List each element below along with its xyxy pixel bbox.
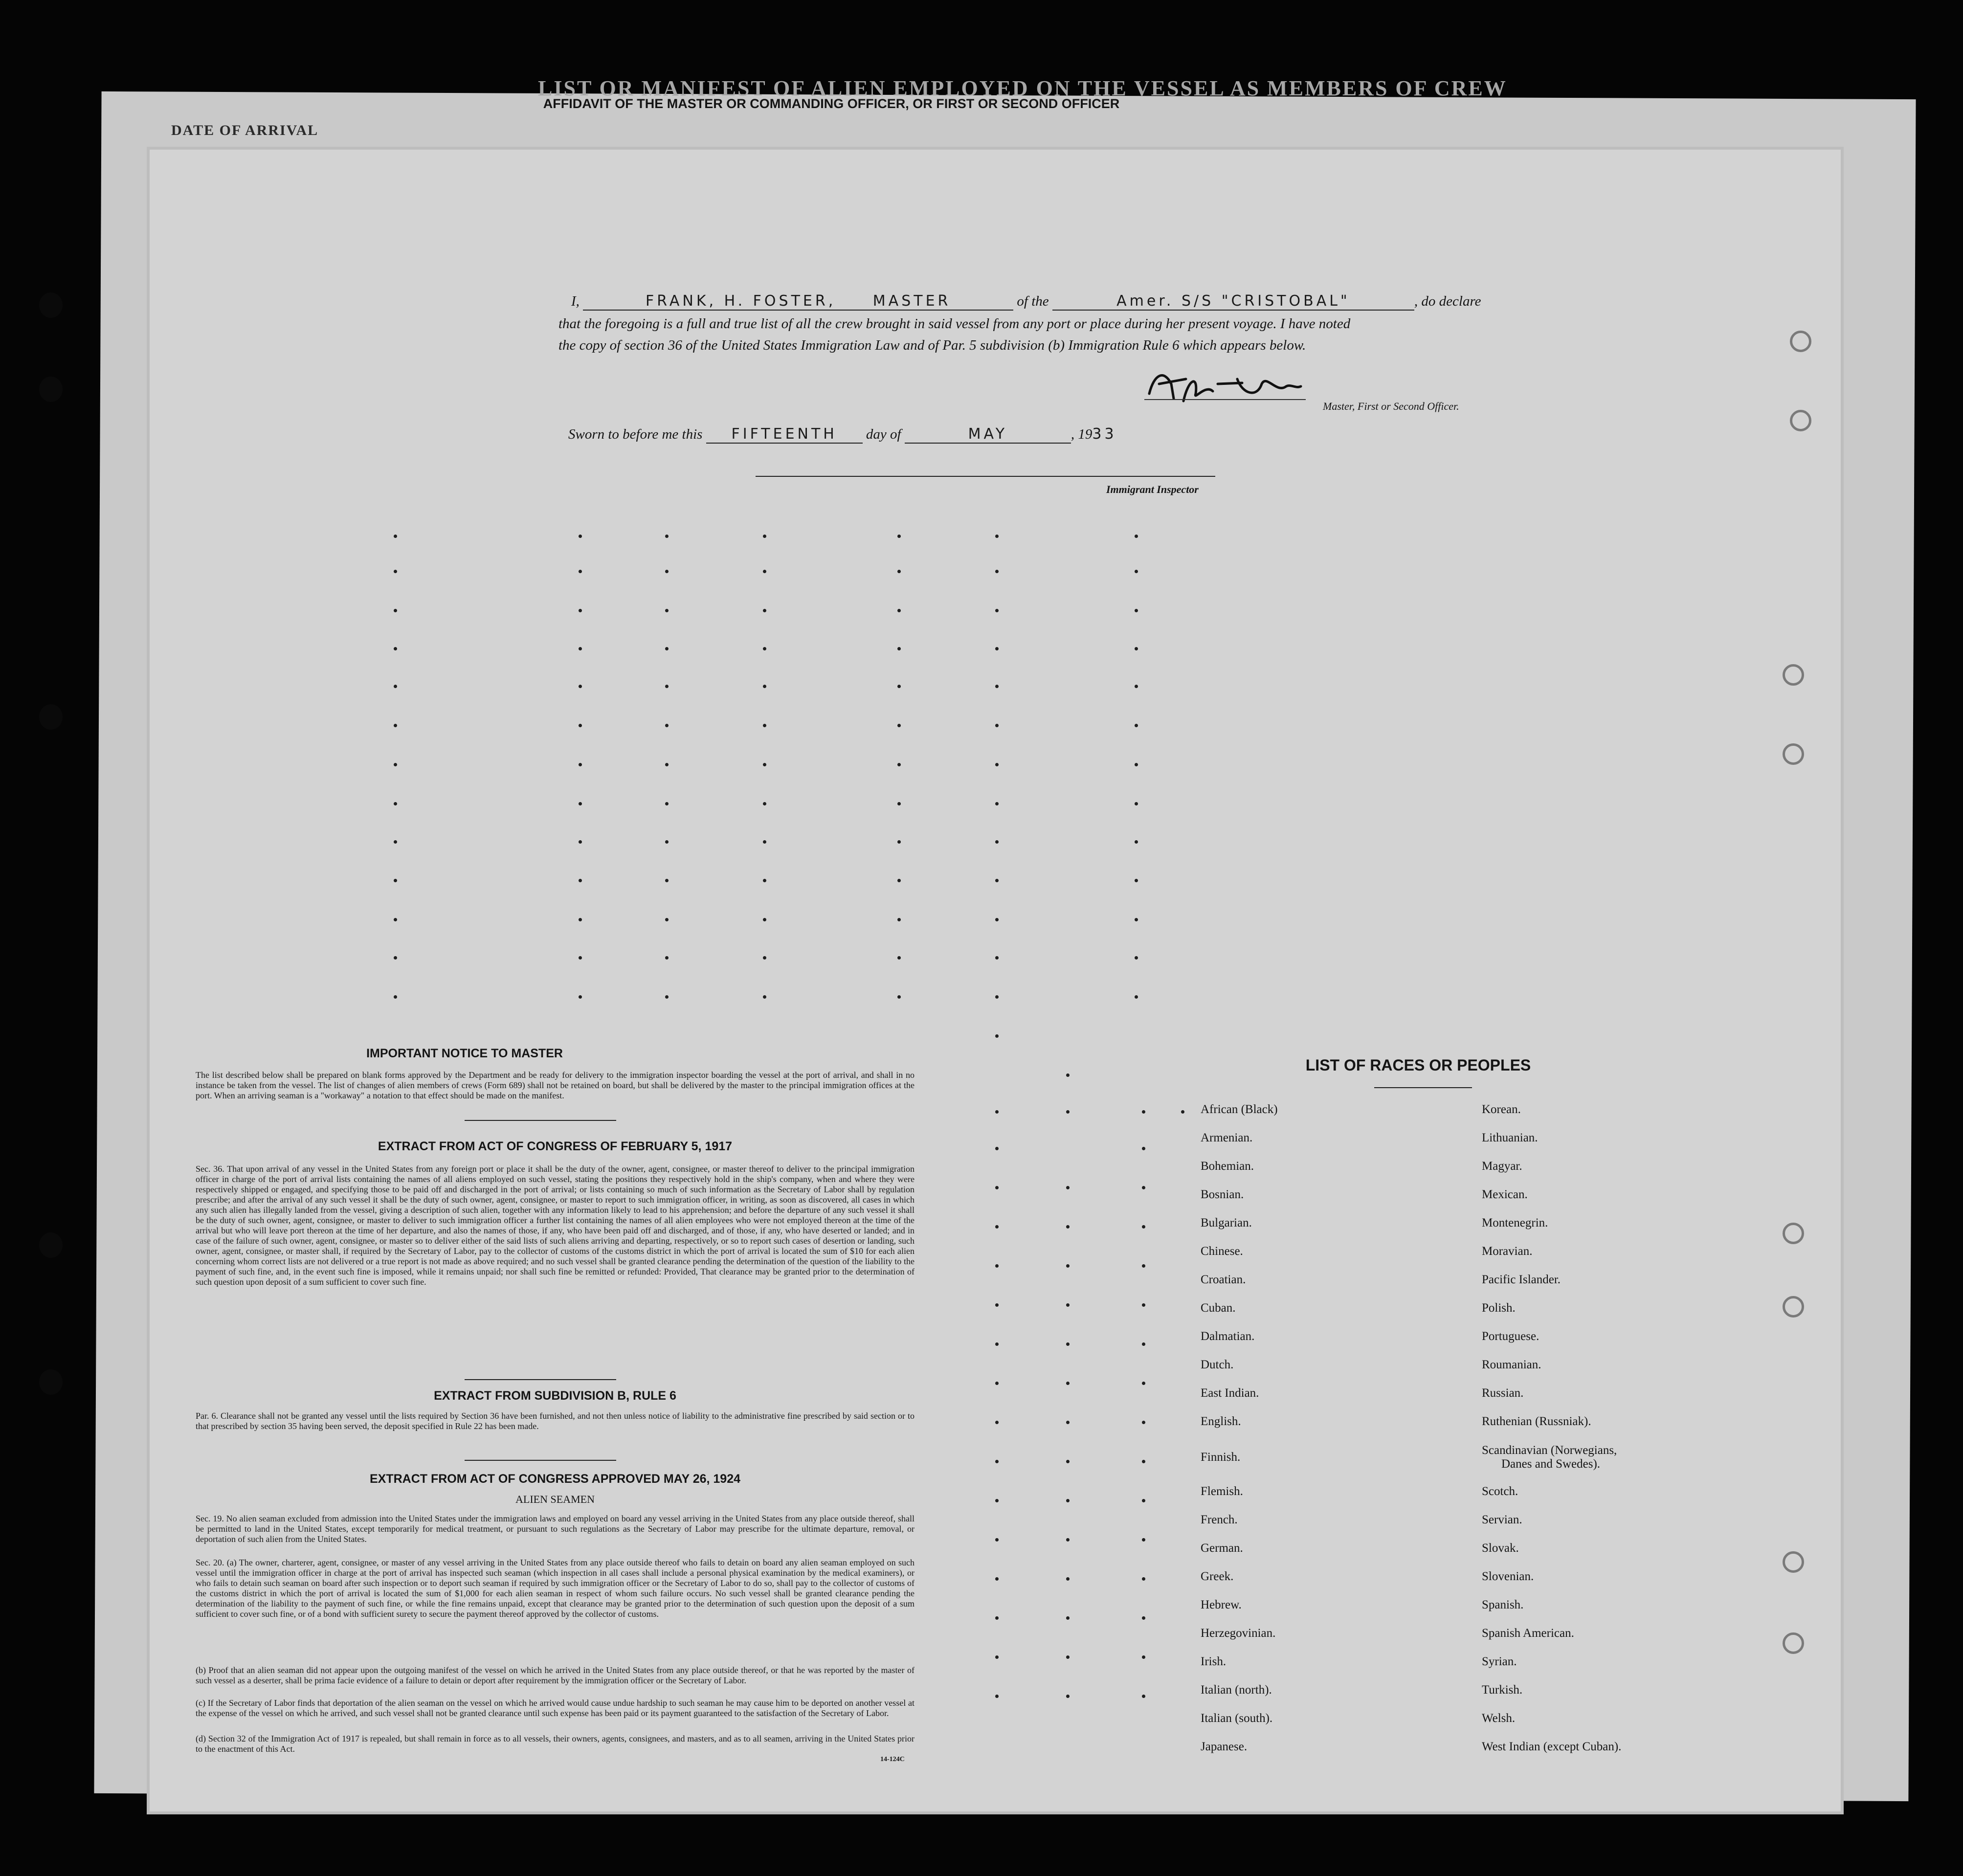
race-item: Chinese. (1201, 1245, 1243, 1258)
race-item: Turkish. (1482, 1683, 1523, 1697)
affidavit-line-2: that the foregoing is a full and true list of all the crew brought in said vessel from any port or place during her present voyage. I have noted (558, 316, 1351, 332)
binder-ring (1790, 331, 1811, 352)
race-item: Magyar. (1482, 1160, 1522, 1173)
races-title: LIST OF RACES OR PEOPLES (1305, 1056, 1531, 1074)
extract-rule6-text: Par. 6. Clearance shall not be granted any vessel until the lists required by Section 36 have been furnished, and not then unless notice of liability to the administrative fine prescribed by said section or to that prescribed by section 35 having been served, the deposit specified in Rule 22 has been made. (196, 1411, 915, 1431)
signature-caption: Master, First or Second Officer. (1323, 400, 1459, 412)
punch-hole (39, 1232, 63, 1258)
race-item: Spanish American. (1482, 1627, 1574, 1640)
race-item: Croatian. (1201, 1273, 1246, 1286)
extract-1924-sec20: Sec. 20. (a) The owner, charterer, agent, consignee, or master of any vessel arriving in the United States from any place outside thereof who fails to detain on board any alien seaman employed on such vessel until the immigration officer in charge at the port of arrival has inspected such seaman (which inspection in all cases shall include a personal physical examination by the medical examiners), or who fails to detain such seaman on board after such inspection or to deport such seaman if required by such immigration officer or the Secretary of Labor to do so, shall pay to the collector of customs of the customs district in which the port of arrival is located the sum of $1,000 for each alien seaman in respect of whom such failure occurs. No such vessel shall be granted clearance pending the determination of the liability to the payment of such fine, or while the fine remains unpaid, except that clearance may be granted prior to the determination of such question upon the deposit of a sum sufficient to cover such fine, or of a bond with sufficient surety to secure the payment thereof approved by the collector of customs. (196, 1558, 915, 1619)
master-name (583, 292, 1013, 311)
binder-ring (1790, 410, 1811, 431)
race-item: Danes and Swedes). (1501, 1457, 1601, 1471)
extract-1924-subtitle: ALIEN SEAMEN (515, 1493, 595, 1505)
binder-ring (1783, 664, 1804, 686)
binder-ring (1783, 1223, 1804, 1244)
extract-1924-sec19: Sec. 19. No alien seaman excluded from admission into the United States under the immigration laws and employed on board any vessel arriving in the United States from any place outside thereof, shall be permitted to land in the United States, except temporarily for medical treatment, or pursuant to such regulations as the Secretary of Labor may prescribe for the ultimate departure, removal, or deportation of such alien from the United States. (196, 1514, 915, 1544)
punch-hole (39, 377, 63, 402)
sworn-month: MAY (905, 425, 1071, 444)
extract-1924-title: EXTRACT FROM ACT OF CONGRESS APPROVED MAY 26, 1924 (369, 1472, 741, 1486)
race-item: East Indian. (1201, 1386, 1259, 1400)
binder-ring (1783, 743, 1804, 765)
race-item: African (Black) (1201, 1103, 1278, 1116)
race-item: Bosnian. (1201, 1188, 1244, 1201)
race-item: Irish. (1201, 1655, 1227, 1668)
do-declare-label: , do declare (1414, 293, 1481, 309)
affidavit-line-1 (571, 292, 1481, 311)
race-item: English. (1201, 1415, 1241, 1428)
race-item: Dutch. (1201, 1358, 1234, 1371)
race-item: Flemish. (1201, 1485, 1243, 1498)
divider (465, 1460, 616, 1461)
binder-ring (1783, 1296, 1804, 1318)
year-suffix: 33 (1092, 425, 1117, 443)
race-item: German. (1201, 1541, 1243, 1555)
race-item: Pacific Islander. (1482, 1273, 1561, 1286)
extract-rule6-title: EXTRACT FROM SUBDIVISION B, RULE 6 (434, 1389, 676, 1403)
race-item: Finnish. (1201, 1451, 1241, 1464)
extract-1924-b: (b) Proof that an alien seaman did not appear upon the outgoing manifest of the vessel on which he arrived in the United States from any place outside thereof, or that he was reported by the master of such vessel as a deserter, shall be prima facie evidence of a failure to detain or deport after requirement by the immigration officer or the Secretary of Labor. (196, 1665, 915, 1685)
punch-hole (39, 1369, 63, 1395)
race-item: Italian (south). (1201, 1712, 1273, 1725)
bleed-through-title: LIST OR MANIFEST OF ALIEN EMPLOYED ON THE VESSEL AS MEMBERS OF CREW (538, 76, 1507, 100)
race-item: Herzegovinian. (1201, 1627, 1276, 1640)
race-item: Bohemian. (1201, 1160, 1254, 1173)
year-prefix: , 19 (1071, 426, 1093, 442)
inspector-signature-line (756, 476, 1215, 477)
extract-1917-title: EXTRACT FROM ACT OF CONGRESS OF FEBRUARY 5, 1917 (378, 1139, 733, 1153)
extract-1917-text: Sec. 36. That upon arrival of any vessel in the United States from any foreign port or place it shall be the duty of the owner, agent, consignee, or master thereof to deliver to the principal immigration officer in charge of the port of arrival lists containing the names of all aliens employed on such vessel, stating the positions they respectively hold in the ship's company, when and where they were respectively shipped or engaged, and specifying those to be paid off and discharged in the port of arrival; or lists containing so much of such information as the Secretary of Labor shall by regulation prescribe; and after the arrival of any such vessel it shall be the duty of such owner, agent, consignee, or master to report to such immigration officer, in writing, as soon as discovered, all cases in which any such alien has illegally landed from the vessel, giving a description of such alien, together with any information likely to lead to his apprehension; and before the departure of any such vessel it shall be the duty of such owner, agent, consignee, or master to deliver to such immigration officer a further list containing the names of all alien employees who were not employed thereon at the time of the arrival but who will leave port thereon at the time of her departure, and also the names of those, if any, who have been paid off and discharged, and of those, if any, who have deserted or landed; and in case of the failure of such owner, agent, consignee, or master so to deliver either of the said lists of such aliens arriving and departing, respectively, or so to report such cases of desertion or landing, such owner, agent, consignee, or master shall, if required by the Secretary of Labor, pay to the collector of customs of the customs district in which the port of arrival is located the sum of $10 for each alien concerning whom correct lists are not delivered or a true report is not made as above required; and no such vessel shall be granted clearance pending the determination of the question of the liability to the payment of such fine, and, in the event such fine is imposed, while it remains unpaid; nor shall such fine be remitted or refunded: Provided, That clearance may be granted prior to the determination of such question upon deposit of a sum sufficient to cover such fine. (196, 1164, 915, 1287)
race-item: Italian (north). (1201, 1683, 1272, 1697)
affidavit-title: AFFIDAVIT OF THE MASTER OR COMMANDING OFFICER, OR FIRST OR SECOND OFFICER (543, 96, 1120, 111)
inspector-caption: Immigrant Inspector (1106, 483, 1199, 495)
sworn-day: FIFTEENTH (706, 425, 863, 444)
divider (465, 1379, 616, 1380)
master-signature (1144, 364, 1306, 408)
race-item: Syrian. (1482, 1655, 1517, 1668)
race-item: French. (1201, 1513, 1238, 1526)
binder-ring (1783, 1632, 1804, 1654)
race-item: Moravian. (1482, 1245, 1533, 1258)
race-item: Polish. (1482, 1301, 1516, 1315)
race-item: Scotch. (1482, 1485, 1518, 1498)
race-item: Bulgarian. (1201, 1216, 1252, 1229)
divider (465, 1120, 616, 1121)
race-item: Russian. (1482, 1386, 1524, 1400)
sworn-line (568, 425, 1117, 444)
notice-text: The list described below shall be prepared on blank forms approved by the Department and be ready for delivery to the immigration inspector boarding the vessel at the port of arrival, and shall in no instance be taken from the vessel. The list of changes of alien members of crews (Form 689) shall not be retained on board, but shall be delivered by the master to the principal immigration offices at the port. When an arriving seaman is a "workaway" a notation to that effect should be made on the manifest. (196, 1070, 915, 1100)
race-item: Japanese. (1201, 1740, 1248, 1753)
master-rank: MASTER (872, 292, 951, 310)
race-item: Hebrew. (1201, 1598, 1242, 1611)
of-the-label: of the (1017, 293, 1049, 309)
race-item: Welsh. (1482, 1712, 1516, 1725)
form-number: 14-124C (880, 1756, 905, 1763)
extract-1924-d: (d) Section 32 of the Immigration Act of 1917 is repealed, but shall remain in force as to all vessels, their owners, agents, consignees, and masters, and as to all seamen, arriving in the United States prior to the enactment of this Act. (196, 1734, 915, 1754)
race-item: Spanish. (1482, 1598, 1524, 1611)
race-item: Slovak. (1482, 1541, 1519, 1555)
vessel-name: Amer. S/S "CRISTOBAL" (1052, 292, 1414, 311)
race-item: West Indian (except Cuban). (1482, 1740, 1622, 1753)
master-name-value: FRANK, H. FOSTER, (645, 292, 836, 310)
race-item: Montenegrin. (1482, 1216, 1548, 1229)
race-item: Dalmatian. (1201, 1330, 1255, 1343)
extract-1924-c: (c) If the Secretary of Labor finds that deportation of the alien seaman on the vessel on which he arrived would cause undue hardship to such seaman he may cause him to be deported on another vessel at the expense of the vessel on which he arrived, and such vessel shall not be granted clearance until such expense has been paid or its payment guaranteed to the satisfaction of the Secretary of Labor. (196, 1698, 915, 1718)
race-item: Portuguese. (1482, 1330, 1539, 1343)
notice-title: IMPORTANT NOTICE TO MASTER (366, 1047, 563, 1060)
race-item: Ruthenian (Russniak). (1482, 1415, 1591, 1428)
punch-hole (39, 292, 63, 318)
date-of-arrival-stamp: DATE OF ARRIVAL (171, 122, 319, 138)
races-title-underline (1374, 1087, 1472, 1088)
race-item: Lithuanian. (1482, 1131, 1538, 1144)
race-item: Cuban. (1201, 1301, 1236, 1315)
race-item: Scandinavian (Norwegians, (1482, 1444, 1617, 1457)
affidavit-prefix: I, (571, 293, 580, 309)
binder-ring (1783, 1551, 1804, 1573)
punch-hole (39, 704, 63, 730)
day-of-label: day of (866, 426, 901, 442)
race-item: Korean. (1482, 1103, 1521, 1116)
race-item: Servian. (1482, 1513, 1522, 1526)
race-item: Greek. (1201, 1570, 1234, 1583)
affidavit-line-3: the copy of section 36 of the United States Immigration Law and of Par. 5 subdivision (b) Immigration Rule 6 which appears below. (558, 337, 1306, 353)
race-item: Roumanian. (1482, 1358, 1541, 1371)
sworn-prefix: Sworn to before me this (568, 426, 703, 442)
race-item: Slovenian. (1482, 1570, 1534, 1583)
race-item: Armenian. (1201, 1131, 1253, 1144)
race-item: Mexican. (1482, 1188, 1528, 1201)
